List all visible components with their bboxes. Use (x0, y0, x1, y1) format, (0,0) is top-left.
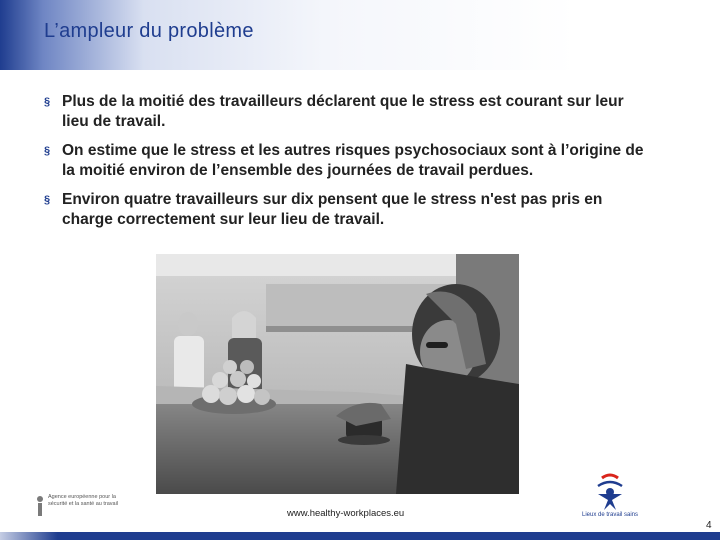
footer-bar (0, 532, 720, 540)
bullet-marker: § (44, 194, 51, 206)
campaign-logo (578, 470, 642, 522)
eu-osha-logo-icon (34, 494, 46, 518)
agency-logo (34, 494, 124, 520)
photo-illustration (156, 254, 519, 494)
slide-title: L’ampleur du problème (44, 20, 254, 42)
page-number: 4 (706, 520, 712, 531)
campaign-logo-text: Lieux de travail sains (581, 512, 639, 518)
healthy-workplaces-logo-icon (578, 470, 642, 512)
bullet-item (44, 141, 644, 181)
agency-logo-text: Agence européenne pour la sécurité et la santé au travail (48, 494, 119, 507)
bullet-marker: § (44, 96, 51, 108)
bullet-item (44, 92, 644, 132)
footer-url[interactable]: www.healthy-workplaces.eu (287, 508, 405, 519)
bullet-marker: § (44, 145, 51, 157)
bullet-list (44, 92, 644, 239)
bullet-text: Environ quatre travailleurs sur dix pensent que le stress n'est pas pris en charge correctement sur leur lieu de travail. (62, 191, 603, 228)
bullet-text: Plus de la moitié des travailleurs déclarent que le stress est courant sur leur lieu de travail. (62, 93, 624, 130)
bullet-item (44, 190, 644, 230)
stress-photo (156, 254, 519, 494)
bullet-text: On estime que le stress et les autres risques psychosociaux sont à l’origine de la moitié environ de l’ensemble des journées de travail perdues. (62, 142, 644, 179)
